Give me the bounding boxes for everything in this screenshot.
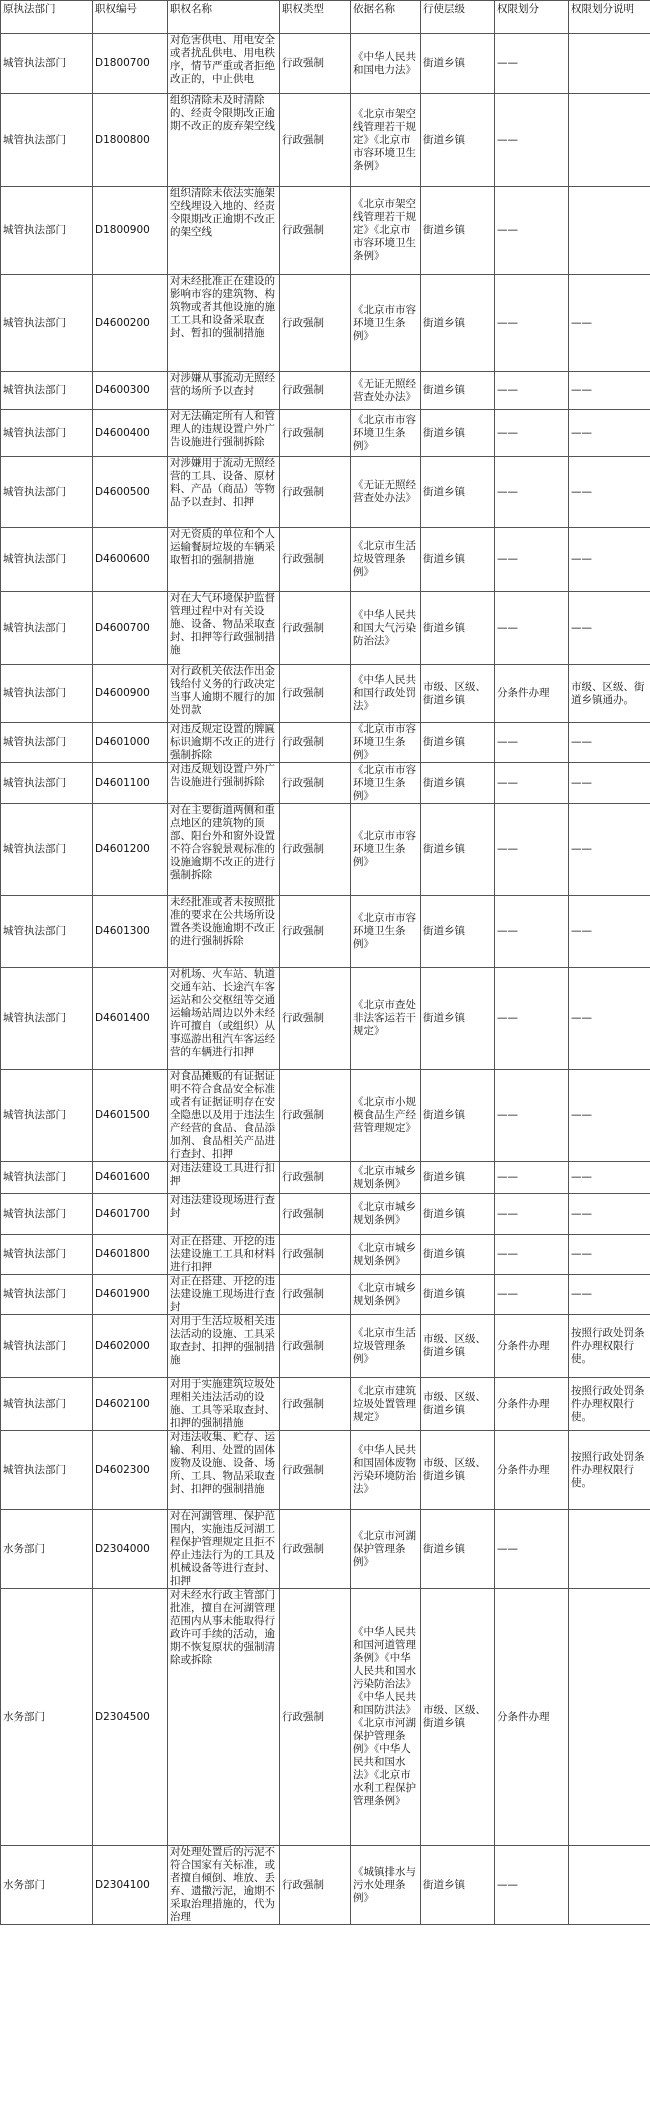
division-cell: —— [495, 372, 569, 410]
type-cell: 行政强制 [280, 1589, 351, 1846]
code-cell: D1800900 [93, 187, 168, 275]
power-name-cell: 对在主要街道两侧和重点地区的建筑物的顶部、阳台外和窗外设置不符合容貌景观标准的设施逾期不改正的进行强制拆除 [168, 804, 280, 896]
code-cell: D2304100 [93, 1846, 168, 1925]
note-cell: 市级、区级、街道乡镇通办。 [569, 665, 650, 723]
note-cell: —— [569, 275, 650, 372]
code-cell: D4601700 [93, 1194, 168, 1235]
code-cell: D4602300 [93, 1431, 168, 1510]
code-cell: D4600500 [93, 457, 168, 528]
table-row [1, 1378, 650, 1431]
table-row [1, 763, 650, 804]
power-name-cell: 对违法建设现场进行查封 [168, 1194, 280, 1235]
level-cell: 街道乡镇 [421, 94, 495, 187]
code-cell: D1800700 [93, 34, 168, 94]
code-cell: D4600400 [93, 410, 168, 457]
level-cell: 街道乡镇 [421, 896, 495, 968]
basis-cell: 《无证无照经营查处办法》 [351, 372, 421, 410]
power-name-cell: 未经批准或者未按照批准的要求在公共场所设置各类设施逾期不改正的进行强制拆除 [168, 896, 280, 968]
level-cell: 市级、区级、街道乡镇 [421, 1315, 495, 1378]
code-cell: D4601600 [93, 1162, 168, 1194]
type-cell: 行政强制 [280, 804, 351, 896]
table-row [1, 592, 650, 665]
dept-cell: 城管执法部门 [1, 1378, 93, 1431]
type-cell: 行政强制 [280, 1431, 351, 1510]
note-cell: 按照行政处罚条件办理权限行使。 [569, 1315, 650, 1378]
level-cell: 街道乡镇 [421, 1235, 495, 1275]
type-cell: 行政强制 [280, 1070, 351, 1162]
dept-cell: 城管执法部门 [1, 968, 93, 1070]
power-name-cell: 对无资质的单位和个人运输餐厨垃圾的车辆采取暂扣的强制措施 [168, 528, 280, 592]
level-cell: 街道乡镇 [421, 1510, 495, 1589]
level-cell: 街道乡镇 [421, 528, 495, 592]
note-cell [569, 34, 650, 94]
type-cell: 行政强制 [280, 372, 351, 410]
type-cell: 行政强制 [280, 1162, 351, 1194]
code-cell: D4600600 [93, 528, 168, 592]
header-cell: 原执法部门 [1, 1, 93, 34]
division-cell: —— [495, 763, 569, 804]
type-cell: 行政强制 [280, 528, 351, 592]
table-row [1, 1162, 650, 1194]
division-cell: —— [495, 1070, 569, 1162]
code-cell: D4602000 [93, 1315, 168, 1378]
basis-cell: 《中华人民共和国行政处罚法》 [351, 665, 421, 723]
table-row [1, 1070, 650, 1162]
type-cell: 行政强制 [280, 1846, 351, 1925]
division-cell: —— [495, 968, 569, 1070]
code-cell: D4601400 [93, 968, 168, 1070]
note-cell: —— [569, 410, 650, 457]
code-cell: D4600900 [93, 665, 168, 723]
code-cell: D4602100 [93, 1378, 168, 1431]
dept-cell: 城管执法部门 [1, 1235, 93, 1275]
basis-cell: 《中华人民共和国河道管理条例》《中华人民共和国水污染防治法》《中华人民共和国防洪法》《北京市河湖保护管理条例》《中华人民共和国水法》《北京市水利工程保护管理条例》 [351, 1589, 421, 1846]
dept-cell: 城管执法部门 [1, 275, 93, 372]
division-cell: —— [495, 1275, 569, 1315]
basis-cell: 《北京市生活垃圾管理条例》 [351, 528, 421, 592]
level-cell: 市级、区级、街道乡镇 [421, 1589, 495, 1846]
power-name-cell: 组织清除未及时清除的、经责令限期改正逾期不改正的废弃架空线 [168, 94, 280, 187]
note-cell [569, 187, 650, 275]
level-cell: 街道乡镇 [421, 1846, 495, 1925]
dept-cell: 水务部门 [1, 1510, 93, 1589]
basis-cell: 《中华人民共和国固体废物污染环境防治法》 [351, 1431, 421, 1510]
basis-cell: 《北京市架空线管理若干规定》《北京市市容环境卫生条例》 [351, 94, 421, 187]
level-cell: 街道乡镇 [421, 372, 495, 410]
division-cell: 分条件办理 [495, 665, 569, 723]
power-name-cell: 对危害供电、用电安全或者扰乱供电、用电秩序，情节严重或者拒绝改正的，中止供电 [168, 34, 280, 94]
dept-cell: 城管执法部门 [1, 896, 93, 968]
type-cell: 行政强制 [280, 723, 351, 763]
basis-cell: 《北京市建筑垃圾处置管理规定》 [351, 1378, 421, 1431]
table-row [1, 94, 650, 187]
table-row [1, 1510, 650, 1589]
dept-cell: 城管执法部门 [1, 1194, 93, 1235]
note-cell: —— [569, 723, 650, 763]
note-cell: —— [569, 528, 650, 592]
type-cell: 行政强制 [280, 896, 351, 968]
division-cell: —— [495, 1162, 569, 1194]
header-cell: 职权名称 [168, 1, 280, 34]
division-cell: —— [495, 723, 569, 763]
note-cell [569, 1510, 650, 1589]
division-cell: —— [495, 1510, 569, 1589]
division-cell: —— [495, 187, 569, 275]
basis-cell: 《北京市城乡规划条例》 [351, 1162, 421, 1194]
dept-cell: 城管执法部门 [1, 804, 93, 896]
basis-cell: 《北京市市容环境卫生条例》 [351, 410, 421, 457]
note-cell: —— [569, 372, 650, 410]
basis-cell: 《北京市小规模食品生产经营管理规定》 [351, 1070, 421, 1162]
code-cell: D2304500 [93, 1589, 168, 1846]
level-cell: 街道乡镇 [421, 968, 495, 1070]
basis-cell: 《北京市城乡规划条例》 [351, 1275, 421, 1315]
type-cell: 行政强制 [280, 1378, 351, 1431]
division-cell: —— [495, 528, 569, 592]
table-row [1, 1315, 650, 1378]
dept-cell: 城管执法部门 [1, 1070, 93, 1162]
level-cell: 街道乡镇 [421, 187, 495, 275]
table-row [1, 968, 650, 1070]
power-name-cell: 对无法确定所有人和管理人的违规设置户外广告设施进行强制拆除 [168, 410, 280, 457]
code-cell: D4601200 [93, 804, 168, 896]
header-cell: 行使层级 [421, 1, 495, 34]
table-row [1, 1431, 650, 1510]
table-row [1, 1846, 650, 1925]
note-cell: —— [569, 1070, 650, 1162]
header-cell: 职权类型 [280, 1, 351, 34]
level-cell: 街道乡镇 [421, 723, 495, 763]
code-cell: D4601900 [93, 1275, 168, 1315]
note-cell: —— [569, 592, 650, 665]
power-name-cell: 对涉嫌用于流动无照经营的工具、设备、原材料、产品（商品）等物品予以查封、扣押 [168, 457, 280, 528]
code-cell: D4601800 [93, 1235, 168, 1275]
dept-cell: 城管执法部门 [1, 592, 93, 665]
power-name-cell: 对处理处置后的污泥不符合国家有关标准，或者擅自倾倒、堆放、丢弃、遗撒污泥，逾期不采取治理措施的，代为治理 [168, 1846, 280, 1925]
dept-cell: 水务部门 [1, 1846, 93, 1925]
level-cell: 市级、区级、街道乡镇 [421, 1378, 495, 1431]
note-cell: —— [569, 457, 650, 528]
power-name-cell: 对未经批准正在建设的影响市容的建筑物、构筑物或者其他设施的施工工具和设备采取查封、暂扣的强制措施 [168, 275, 280, 372]
note-cell: —— [569, 968, 650, 1070]
table-row [1, 723, 650, 763]
level-cell: 街道乡镇 [421, 1194, 495, 1235]
table-row [1, 1194, 650, 1235]
dept-cell: 城管执法部门 [1, 1162, 93, 1194]
division-cell: —— [495, 1194, 569, 1235]
basis-cell: 《北京市市容环境卫生条例》 [351, 804, 421, 896]
basis-cell: 《北京市市容环境卫生条例》 [351, 275, 421, 372]
type-cell: 行政强制 [280, 410, 351, 457]
header-cell: 权限划分说明 [569, 1, 650, 34]
basis-cell: 《北京市市容环境卫生条例》 [351, 723, 421, 763]
type-cell: 行政强制 [280, 34, 351, 94]
basis-cell: 《中华人民共和国大气污染防治法》 [351, 592, 421, 665]
power-name-cell: 对涉嫌从事流动无照经营的场所予以查封 [168, 372, 280, 410]
note-cell: 按照行政处罚条件办理权限行使。 [569, 1431, 650, 1510]
table-row [1, 275, 650, 372]
level-cell: 街道乡镇 [421, 592, 495, 665]
note-cell [569, 1846, 650, 1925]
power-name-cell: 对违法收集、贮存、运输、利用、处置的固体废物及设施、设备、场所、工具、物品采取查封、扣押的强制措施 [168, 1431, 280, 1510]
type-cell: 行政强制 [280, 763, 351, 804]
power-name-cell: 对用于生活垃圾相关违法活动的设施、工具采取查封、扣押的强制措施 [168, 1315, 280, 1378]
level-cell: 街道乡镇 [421, 1275, 495, 1315]
code-cell: D1800800 [93, 94, 168, 187]
power-name-cell: 对未经水行政主管部门批准，擅自在河湖管理范围内从事未能取得行政许可手续的活动，逾期不恢复原状的强制清除或拆除 [168, 1589, 280, 1846]
table-body [1, 34, 650, 1925]
basis-cell: 《北京市生活垃圾管理条例》 [351, 1315, 421, 1378]
header-cell: 职权编号 [93, 1, 168, 34]
type-cell: 行政强制 [280, 665, 351, 723]
level-cell: 街道乡镇 [421, 34, 495, 94]
power-name-cell: 组织清除未依法实施架空线埋设入地的、经责令限期改正逾期不改正的架空线 [168, 187, 280, 275]
type-cell: 行政强制 [280, 457, 351, 528]
dept-cell: 城管执法部门 [1, 723, 93, 763]
division-cell: —— [495, 1846, 569, 1925]
division-cell: —— [495, 1235, 569, 1275]
basis-cell: 《北京市市容环境卫生条例》 [351, 896, 421, 968]
level-cell: 街道乡镇 [421, 275, 495, 372]
dept-cell: 城管执法部门 [1, 528, 93, 592]
dept-cell: 城管执法部门 [1, 187, 93, 275]
code-cell: D4601100 [93, 763, 168, 804]
basis-cell: 《中华人民共和国电力法》 [351, 34, 421, 94]
level-cell: 街道乡镇 [421, 763, 495, 804]
code-cell: D4600700 [93, 592, 168, 665]
note-cell: —— [569, 763, 650, 804]
type-cell: 行政强制 [280, 275, 351, 372]
note-cell [569, 94, 650, 187]
table-row [1, 1589, 650, 1846]
basis-cell: 《北京市城乡规划条例》 [351, 1235, 421, 1275]
basis-cell: 《北京市城乡规划条例》 [351, 1194, 421, 1235]
table-row [1, 410, 650, 457]
code-cell: D4601500 [93, 1070, 168, 1162]
code-cell: D2304000 [93, 1510, 168, 1589]
code-cell: D4600300 [93, 372, 168, 410]
power-name-cell: 对违反规划设置户外广告设施进行强制拆除 [168, 763, 280, 804]
power-name-cell: 对用于实施建筑垃圾处理相关违法活动的设施、工具等采取查封、扣押的强制措施 [168, 1378, 280, 1431]
table-row [1, 896, 650, 968]
division-cell: 分条件办理 [495, 1589, 569, 1846]
power-name-cell: 对在河湖管理、保护范围内，实施违反河湖工程保护管理规定且拒不停止违法行为的工具及机械设备等进行查封、扣押 [168, 1510, 280, 1589]
division-cell: —— [495, 34, 569, 94]
basis-cell: 《北京市查处非法客运若干规定》 [351, 968, 421, 1070]
basis-cell: 《北京市河湖保护管理条例》 [351, 1510, 421, 1589]
type-cell: 行政强制 [280, 1235, 351, 1275]
table-row [1, 187, 650, 275]
table-row [1, 372, 650, 410]
header-cell: 依据名称 [351, 1, 421, 34]
dept-cell: 城管执法部门 [1, 457, 93, 528]
dept-cell: 水务部门 [1, 1589, 93, 1846]
division-cell: 分条件办理 [495, 1315, 569, 1378]
dept-cell: 城管执法部门 [1, 665, 93, 723]
power-name-cell: 对机场、火车站、轨道交通车站、长途汽车客运站和公交枢纽等交通运输场站周边以外未经许可擅自（或组织）从事巡游出租汽车客运经营的车辆进行扣押 [168, 968, 280, 1070]
basis-cell: 《北京市架空线管理若干规定》《北京市市容环境卫生条例》 [351, 187, 421, 275]
table-row [1, 1235, 650, 1275]
basis-cell: 《北京市市容环境卫生条例》 [351, 763, 421, 804]
basis-cell: 《城镇排水与污水处理条例》 [351, 1846, 421, 1925]
header-row [1, 1, 650, 34]
note-cell: —— [569, 1275, 650, 1315]
dept-cell: 城管执法部门 [1, 410, 93, 457]
note-cell: —— [569, 896, 650, 968]
level-cell: 街道乡镇 [421, 1162, 495, 1194]
dept-cell: 城管执法部门 [1, 1431, 93, 1510]
level-cell: 街道乡镇 [421, 410, 495, 457]
note-cell: —— [569, 1162, 650, 1194]
dept-cell: 城管执法部门 [1, 34, 93, 94]
dept-cell: 城管执法部门 [1, 372, 93, 410]
level-cell: 市级、区级、街道乡镇 [421, 1431, 495, 1510]
table-row [1, 34, 650, 94]
division-cell: —— [495, 804, 569, 896]
type-cell: 行政强制 [280, 1275, 351, 1315]
type-cell: 行政强制 [280, 592, 351, 665]
basis-cell: 《无证无照经营查处办法》 [351, 457, 421, 528]
note-cell: —— [569, 1235, 650, 1275]
type-cell: 行政强制 [280, 1510, 351, 1589]
power-name-cell: 对在大气环境保护监督管理过程中对有关设施、设备、物品采取查封、扣押等行政强制措施 [168, 592, 280, 665]
level-cell: 街道乡镇 [421, 804, 495, 896]
power-name-cell: 对违法建设工具进行扣押 [168, 1162, 280, 1194]
power-name-cell: 对正在搭建、开挖的违法建设施工工具和材料进行扣押 [168, 1235, 280, 1275]
power-name-cell: 对食品摊贩的有证据证明不符合食品安全标准或者有证据证明存在安全隐患以及用于违法生产经营的食品、食品添加剂、食品相关产品进行查封、扣押 [168, 1070, 280, 1162]
note-cell [569, 1589, 650, 1846]
note-cell: —— [569, 804, 650, 896]
table-row [1, 804, 650, 896]
division-cell: —— [495, 410, 569, 457]
dept-cell: 城管执法部门 [1, 1275, 93, 1315]
table-row [1, 665, 650, 723]
level-cell: 街道乡镇 [421, 1070, 495, 1162]
code-cell: D4601000 [93, 723, 168, 763]
type-cell: 行政强制 [280, 1315, 351, 1378]
type-cell: 行政强制 [280, 1194, 351, 1235]
division-cell: 分条件办理 [495, 1378, 569, 1431]
type-cell: 行政强制 [280, 968, 351, 1070]
power-name-cell: 对行政机关依法作出金钱给付义务的行政决定当事人逾期不履行的加处罚款 [168, 665, 280, 723]
table-row [1, 1275, 650, 1315]
code-cell: D4600200 [93, 275, 168, 372]
division-cell: 分条件办理 [495, 1431, 569, 1510]
dept-cell: 城管执法部门 [1, 763, 93, 804]
division-cell: —— [495, 592, 569, 665]
division-cell: —— [495, 457, 569, 528]
code-cell: D4601300 [93, 896, 168, 968]
table-row [1, 457, 650, 528]
power-name-cell: 对违反规定设置的牌匾标识逾期不改正的进行强制拆除 [168, 723, 280, 763]
note-cell: —— [569, 1194, 650, 1235]
power-name-cell: 对正在搭建、开挖的违法建设施工现场进行查封 [168, 1275, 280, 1315]
level-cell: 街道乡镇 [421, 457, 495, 528]
type-cell: 行政强制 [280, 187, 351, 275]
division-cell: —— [495, 896, 569, 968]
dept-cell: 城管执法部门 [1, 94, 93, 187]
level-cell: 市级、区级、街道乡镇 [421, 665, 495, 723]
header-cell: 权限划分 [495, 1, 569, 34]
division-cell: —— [495, 94, 569, 187]
dept-cell: 城管执法部门 [1, 1315, 93, 1378]
division-cell: —— [495, 275, 569, 372]
type-cell: 行政强制 [280, 94, 351, 187]
table-row [1, 528, 650, 592]
note-cell: 按照行政处罚条件办理权限行使。 [569, 1378, 650, 1431]
